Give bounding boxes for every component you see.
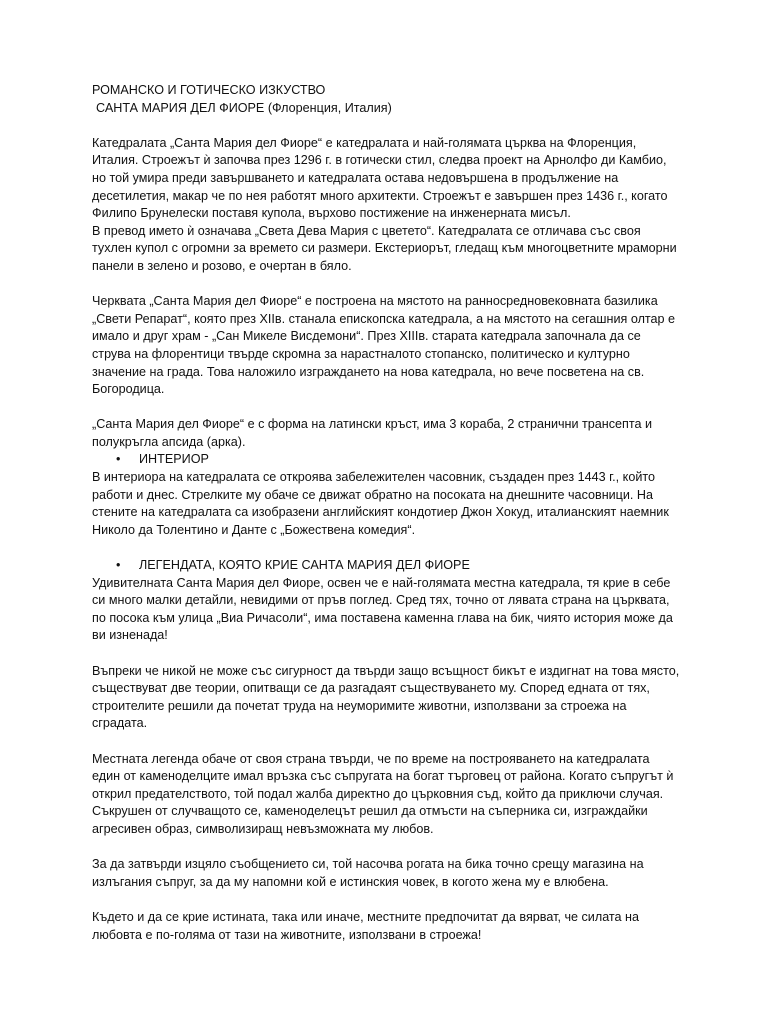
history-paragraph: Черквата „Санта Мария дел Фиоре“ е построена на мястото на ранносредновековната базилика „Свети Репарат“, която през XIIв. станала епископска катедрала, а на мястото на сегашния олтар е имало и друг храм - „Сан Микеле Висдемони“. През XIIIв. старата катедрала започнала да се струва на флорентици твърде скромна за нарастналото стопанско, политическо и културно значение на града. Това наложило изграждането на нова катедрала, но вече посветена на св. Богородица. [92,294,676,397]
shape-paragraph: „Санта Мария дел Фиоре“ е с форма на латински кръст, има 3 кораба, 2 странични трансепта и полукръгла апсида (арка). [92,417,653,449]
spacer [92,733,680,751]
interior-paragraph: В интериора на катедралата се откроява забележителен часовник, създаден през 1443 г., който работи и днес. Стрелките му обаче се движат обратно на посоката на днешните часовници. На стените на катедралата са изобразени английският кондотиер Джон Хокуд, италианският наемник Николо да Толентино и Данте с „Божествена комедия“. [92,470,669,537]
bullet-icon: • [116,558,121,573]
interior-heading-row [92,451,680,469]
legend-heading: ЛЕГЕНДАТА, КОЯТО КРИЕ САНТА МАРИЯ ДЕЛ ФИОРЕ [139,558,470,573]
intro-paragraph: В превод името ѝ означава „Света Дева Мария с цветето“. Катедралата се отличава със своя тухлен купол с огромни за времето си размери. Екстериорът, гледащ към многоцветните мраморни панели в зелено и розово, е очертан в бяло. [92,223,677,273]
spacer [92,117,680,135]
legend-paragraph: Местната легенда обаче от своя страна твърди, че по време на построяването на катедралата един от каменоделците имал връзка със съпругата на богат търговец от района. Когато съпругът ѝ открил предателството, той подал жалба директно до църковния съд, който да приключи случая. Съкрушен от случващото се, каменоделецът решил да отмъсти на съперника си, изграждайки агресивен образ, символизиращ невъзможната му любов. [92,751,674,836]
spacer [92,645,680,663]
intro-paragraph: Катедралата „Санта Мария дел Фиоре“ е катедралата и най-голямата църква на Флоренция, Италия. Строежът ѝ започва през 1296 г. в готически стил, следва проект на Арнолфо ди Камбио, но той умира преди завършването и катедралата остава недовършена в продължение на десетилетия, макар че по нея работят много архитекти. Строежът е завършен през 1436 г., когато Филипо Брунелески поставя купола, върхово постижение на инженерната мисъл. [92,135,668,221]
bullet-icon: • [116,452,121,467]
document-title: РОМАНСКО И ГОТИЧЕСКО ИЗКУСТВО [92,83,326,97]
legend-paragraph: Удивителната Санта Мария дел Фиоре, освен че е най-голямата местна катедрала, тя крие в себе си много малки детайли, невидими от пръв поглед. Сред тях, точно от лявата страна на църквата, по посока към улица „Виа Ричасоли“, има поставена каменна глава на бик, чиято история може да ви изненада! [92,575,673,643]
interior-heading: ИНТЕРИОР [139,452,209,467]
legend-paragraph: Където и да се крие истината, така или иначе, местните предпочитат да вярват, че силата на любовта е по-голяма от тази на животните, използвани в строежа! [92,909,640,942]
spacer [92,839,680,857]
spacer [92,539,680,557]
spacer [92,891,680,909]
legend-heading-row [92,557,680,575]
legend-paragraph: Въпреки че никой не може със сигурност да твърди защо всъщност бикът е издигнат на това място, съществуват две теории, опитващи се да разгадаят съществуването му. Според едната от тях, строителите решили да почетат труда на неуморимите животни, използвани за строежа на сградата. [92,663,680,731]
spacer [92,276,680,294]
document-subtitle: САНТА МАРИЯ ДЕЛ ФИОРЕ (Флоренция, Италия) [96,100,392,115]
document-body [92,82,680,944]
spacer [92,399,680,417]
legend-paragraph: За да затвърди изцяло съобщението си, той насочва рогата на бика точно срещу магазина на излъгания съпруг, за да му напомни кой е истинския човек, в когото жена му е влюбена. [92,857,644,889]
